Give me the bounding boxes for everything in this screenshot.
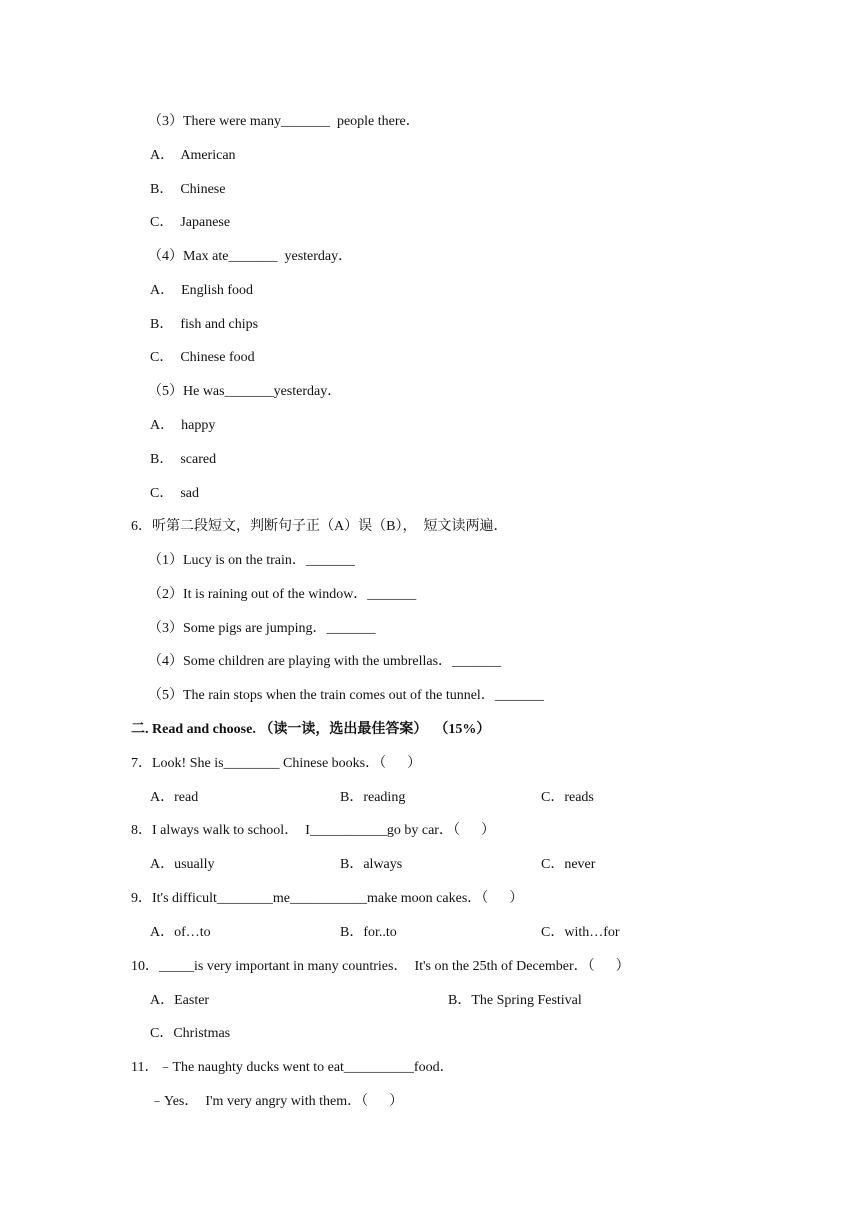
section-2-heading: 二. Read and choose. （读一读，选出最佳答案） （15%）: [131, 722, 491, 737]
q11-line-1: 11．﹣The naughty ducks went to eat__________food．: [131, 1060, 454, 1075]
q5-item3-option-a: A． American: [150, 148, 236, 163]
q5-item4-stem: （4）Max ate_______ yesterday．: [148, 249, 353, 264]
q5-item5-option-c: C． sad: [150, 486, 199, 501]
q8-option-c: C．never: [541, 857, 596, 872]
q6-item-2: （2）It is raining out of the window．_______: [148, 587, 417, 602]
q6-item-4: （4）Some children are playing with the umbrellas．_______: [148, 654, 502, 669]
q5-item3-stem: （3）There were many_______ people there．: [148, 114, 420, 129]
q8-option-b: B．always: [340, 857, 403, 872]
q6-item-3: （3）Some pigs are jumping．_______: [148, 621, 376, 636]
q7-option-b: B．reading: [340, 790, 406, 805]
q5-item5-option-a: A． happy: [150, 418, 216, 433]
q7-option-a: A．read: [150, 790, 199, 805]
q6-item-5: （5）The rain stops when the train comes out of the tunnel．_______: [148, 688, 544, 703]
q9-stem: 9．It's difficult________me___________make moon cakes．（ ）: [131, 891, 524, 906]
q5-item4-option-c: C． Chinese food: [150, 350, 255, 365]
q5-item4-option-b: B． fish and chips: [150, 317, 259, 332]
q5-item3-option-b: B． Chinese: [150, 182, 226, 197]
q8-option-a: A．usually: [150, 857, 215, 872]
q10-option-c: C．Christmas: [150, 1026, 231, 1041]
q7-option-c: C．reads: [541, 790, 594, 805]
q5-item5-stem: （5）He was_______yesterday．: [148, 384, 342, 399]
q5-item3-option-c: C． Japanese: [150, 215, 231, 230]
q6-item-1: （1）Lucy is on the train．_______: [148, 553, 355, 568]
q9-option-c: C．with…for: [541, 925, 620, 940]
q10-option-a: A．Easter: [150, 993, 210, 1008]
q5-item5-option-b: B． scared: [150, 452, 217, 467]
q9-option-b: B．for..to: [340, 925, 397, 940]
q7-stem: 7．Look! She is________ Chinese books．（ ）: [131, 756, 422, 771]
q10-option-b: B．The Spring Festival: [448, 993, 582, 1008]
q5-item4-option-a: A． English food: [150, 283, 254, 298]
q8-stem: 8．I always walk to school． I___________go by car．（ ）: [131, 823, 495, 838]
q10-stem: 10．_____is very important in many countries． It's on the 25th of December．（ ）: [131, 959, 630, 974]
q6-title: 6．听第二段短文，判断句子正（A）误（B）， 短文读两遍．: [131, 519, 508, 534]
q9-option-a: A．of…to: [150, 925, 211, 940]
q11-line-2: ﹣Yes． I'm very angry with them．（ ）: [150, 1094, 404, 1109]
